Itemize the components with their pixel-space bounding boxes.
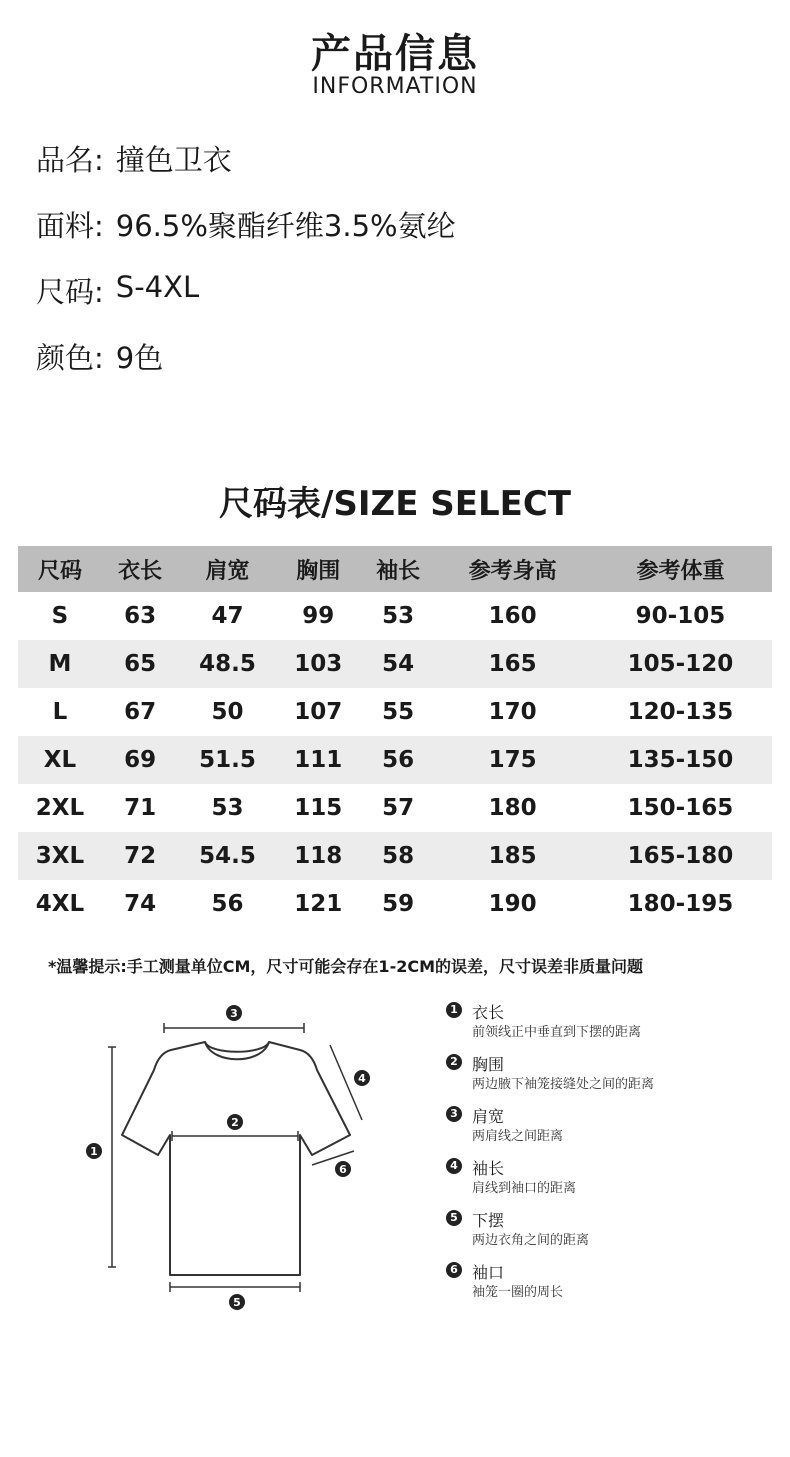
size-cell: S	[51, 603, 69, 629]
table-row	[18, 832, 772, 880]
table-row	[18, 880, 772, 928]
info-row-name	[36, 138, 232, 179]
size-table-header	[18, 546, 772, 592]
table-cell: 69	[102, 736, 178, 784]
legend-title: 袖口	[472, 1263, 505, 1282]
info-value: S-4XL	[115, 270, 200, 304]
table-cell: 105-120	[589, 640, 772, 688]
table-cell: 48.5	[178, 640, 276, 688]
table-cell: 67	[124, 699, 157, 725]
info-label: 颜色:	[36, 341, 104, 375]
legend-desc: 肩线到袖口的距离	[472, 1181, 577, 1196]
legend-desc: 袖笼一圈的周长	[472, 1285, 564, 1300]
svg-text:6: 6	[339, 1163, 347, 1176]
marker-3	[226, 1005, 242, 1021]
table-cell: 107	[294, 699, 343, 725]
table-row	[18, 592, 772, 640]
svg-text:4: 4	[358, 1072, 366, 1085]
marker-5	[229, 1294, 245, 1310]
table-cell: 57	[382, 795, 415, 821]
legend-title: 胸围	[472, 1055, 505, 1074]
legend-title: 肩宽	[472, 1107, 505, 1126]
table-cell: 47	[211, 603, 244, 629]
number-badge-icon: 6	[446, 1262, 462, 1278]
table-cell: 56	[211, 891, 244, 917]
tshirt-diagram	[72, 995, 392, 1315]
table-cell: 58	[360, 832, 436, 880]
page-subtitle: INFORMATION	[312, 74, 478, 99]
column-header: 袖长	[360, 546, 436, 592]
column-header: 尺码	[18, 546, 102, 592]
table-cell: 55	[382, 699, 415, 725]
table-cell: 180-195	[627, 891, 734, 917]
legend-desc: 两边腋下袖笼接缝处之间的距离	[472, 1077, 655, 1092]
size-cell: 2XL	[35, 795, 85, 821]
table-cell: 51.5	[178, 736, 276, 784]
svg-text:1: 1	[90, 1145, 98, 1158]
marker-2	[227, 1114, 243, 1130]
size-table	[18, 546, 772, 928]
table-cell: 121	[294, 891, 343, 917]
table-cell: 56	[360, 736, 436, 784]
size-cell: XL	[18, 736, 102, 784]
column-header: 参考体重	[589, 546, 772, 592]
table-cell: 99	[302, 603, 335, 629]
svg-text:2: 2	[231, 1116, 239, 1129]
table-row	[18, 640, 772, 688]
tshirt-outline	[122, 1042, 350, 1275]
column-header: 肩宽	[178, 546, 276, 592]
table-cell: 135-150	[589, 736, 772, 784]
svg-text:3: 3	[230, 1007, 238, 1020]
size-cell: 4XL	[35, 891, 85, 917]
marker-6	[335, 1161, 351, 1177]
column-header: 参考身高	[436, 546, 589, 592]
table-cell: 111	[277, 736, 360, 784]
info-value: 9色	[115, 341, 164, 375]
table-cell: 74	[124, 891, 157, 917]
table-cell: 63	[124, 603, 157, 629]
svg-text:5: 5	[233, 1296, 241, 1309]
table-cell: 165	[436, 640, 589, 688]
table-row	[18, 736, 772, 784]
table-cell: 54	[360, 640, 436, 688]
table-cell: 72	[102, 832, 178, 880]
info-label: 尺码:	[36, 275, 104, 309]
tshirt-collar	[205, 1042, 269, 1052]
table-cell: 54.5	[178, 832, 276, 880]
table-cell: 120-135	[627, 699, 734, 725]
table-cell: 118	[277, 832, 360, 880]
table-cell: 160	[488, 603, 537, 629]
number-badge-icon: 4	[446, 1158, 462, 1174]
column-header: 胸围	[277, 546, 360, 592]
table-row	[18, 688, 772, 736]
size-cell: L	[52, 699, 68, 725]
size-cell: 3XL	[18, 832, 102, 880]
table-cell: 170	[488, 699, 537, 725]
legend-title: 下摆	[472, 1211, 505, 1230]
legend-title: 衣长	[472, 1003, 505, 1022]
info-row-size	[36, 270, 199, 311]
table-cell: 180	[488, 795, 537, 821]
number-badge-icon: 5	[446, 1210, 462, 1226]
column-header: 衣长	[102, 546, 178, 592]
info-row-fabric	[36, 204, 456, 245]
legend-desc: 两肩线之间距离	[472, 1129, 564, 1144]
info-label: 面料:	[36, 209, 104, 243]
table-cell: 65	[102, 640, 178, 688]
info-label: 品名:	[36, 143, 104, 177]
table-cell: 115	[294, 795, 343, 821]
measurement-note: *温馨提示:手工测量单位CM，尺寸可能会存在1-2CM的误差，尺寸误差非质量问题	[48, 957, 644, 976]
info-row-color	[36, 336, 163, 377]
table-cell: 50	[211, 699, 244, 725]
table-cell: 59	[382, 891, 415, 917]
marker-4	[354, 1070, 370, 1086]
table-cell: 185	[436, 832, 589, 880]
table-cell: 103	[277, 640, 360, 688]
number-badge-icon: 2	[446, 1054, 462, 1070]
table-cell: 71	[124, 795, 157, 821]
legend-title: 袖长	[472, 1159, 505, 1178]
table-cell: 90-105	[635, 603, 726, 629]
marker-1	[86, 1143, 102, 1159]
info-value: 96.5%聚酯纤维3.5%氨纶	[115, 209, 456, 243]
page-title: 产品信息	[311, 31, 479, 77]
table-cell: 150-165	[627, 795, 734, 821]
table-row	[18, 784, 772, 832]
table-cell: 190	[488, 891, 537, 917]
legend-desc: 两边衣角之间的距离	[472, 1233, 590, 1248]
legend-desc: 前领线正中垂直到下摆的距离	[472, 1025, 642, 1040]
info-value: 撞色卫衣	[115, 143, 232, 177]
size-table-title: 尺码表/SIZE SELECT	[218, 484, 572, 524]
number-badge-icon: 1	[446, 1002, 462, 1018]
table-cell: 175	[436, 736, 589, 784]
number-badge-icon: 3	[446, 1106, 462, 1122]
size-cell: M	[18, 640, 102, 688]
table-cell: 165-180	[589, 832, 772, 880]
table-cell: 53	[382, 603, 415, 629]
table-cell: 53	[211, 795, 244, 821]
